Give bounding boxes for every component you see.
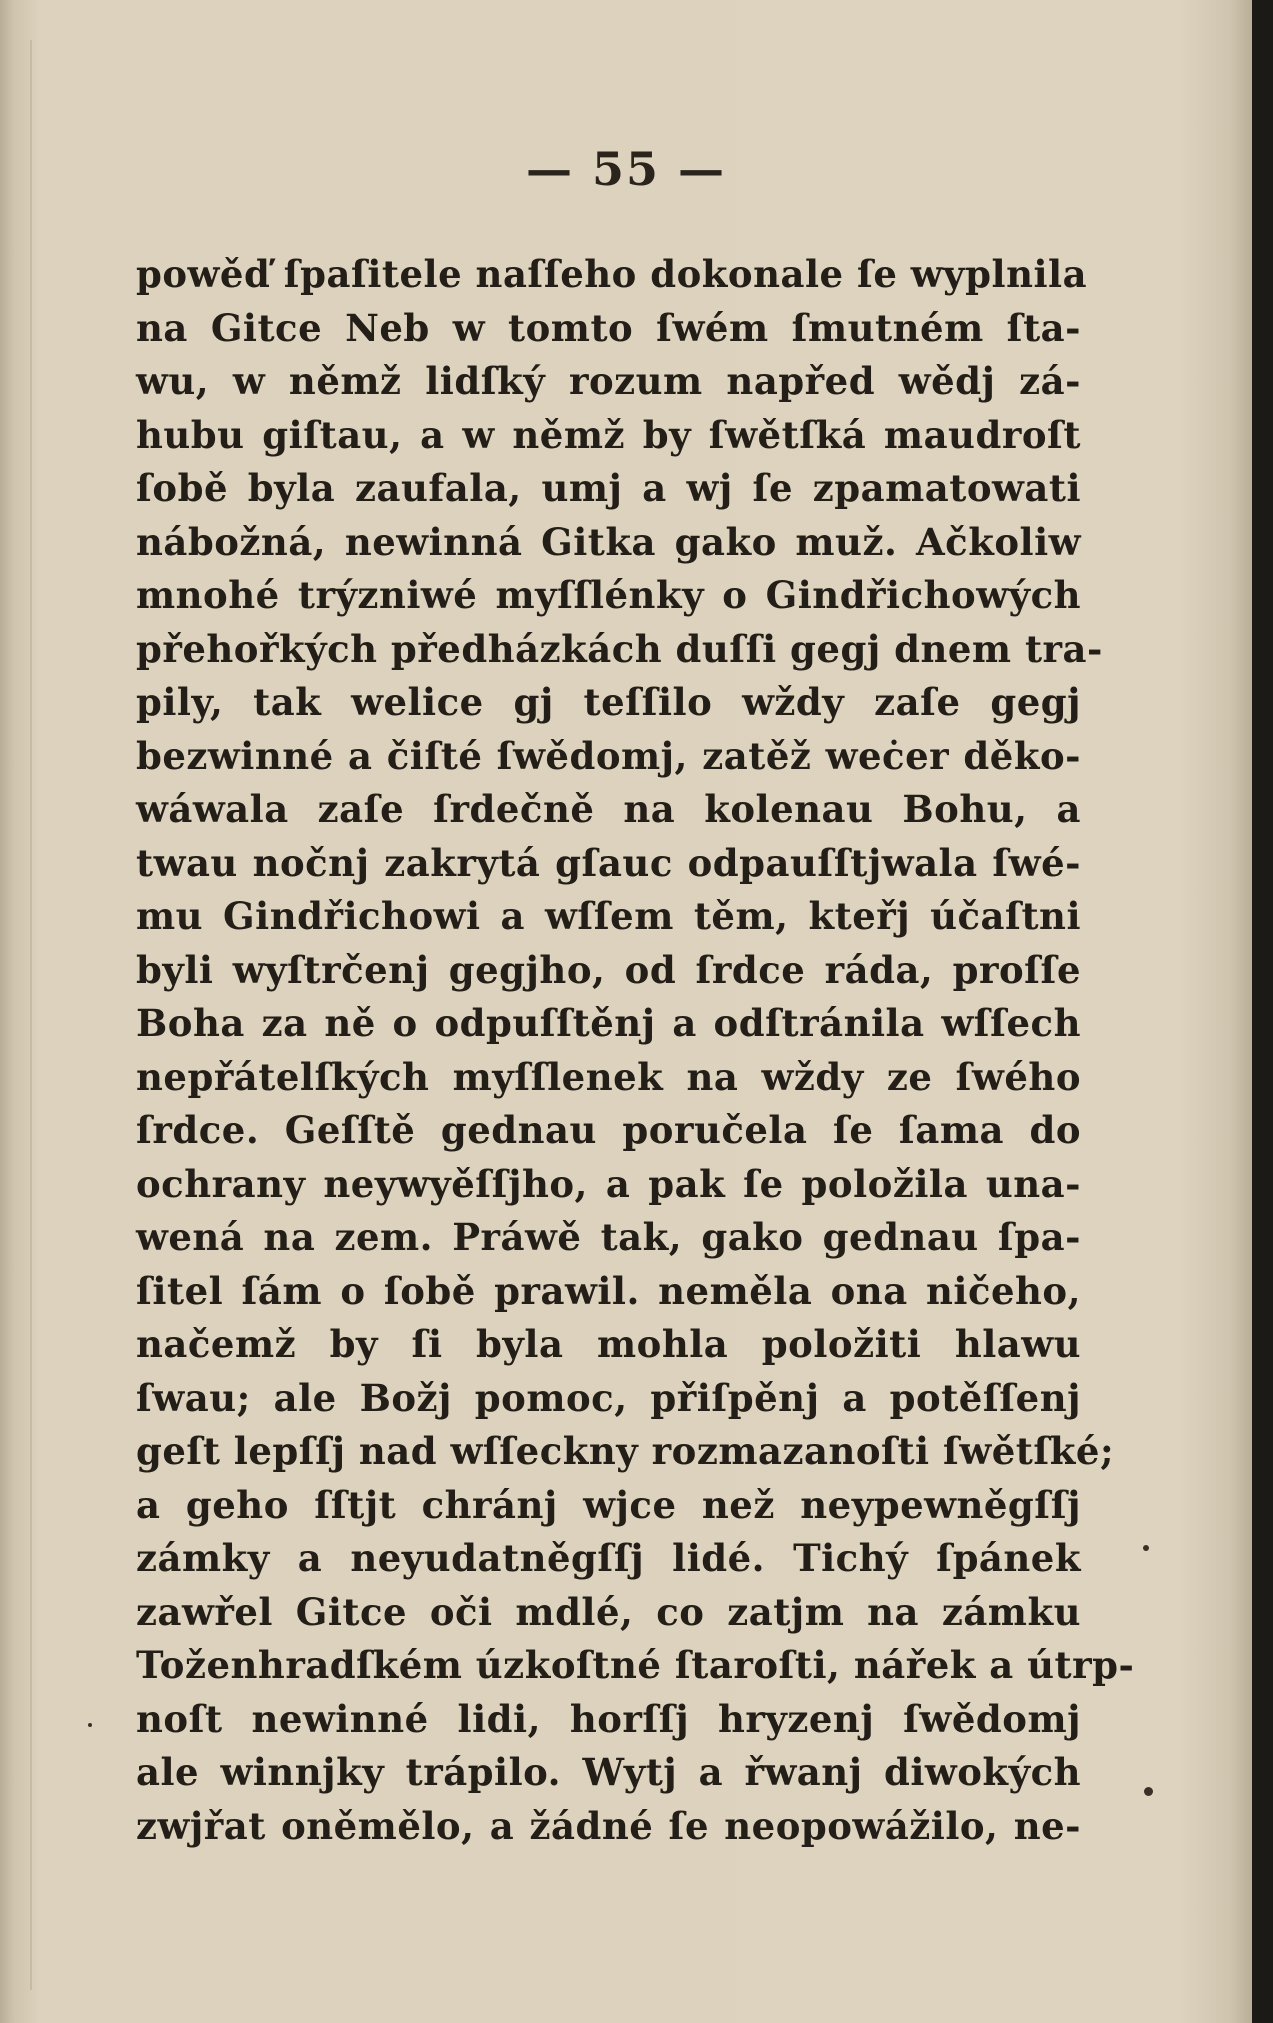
text-line: powěď ſpaſitele naſſeho dokonale ſe wyplnila bbox=[136, 252, 1088, 296]
text-line: zawřel Gitce oči mdlé, co zatjm na zámku bbox=[136, 1589, 1081, 1634]
text-line: pily, tak welice gj teſſilo wždy zaſe gegj bbox=[136, 680, 1081, 724]
text-line: mu Gindřichowi a wſſem těm, kteřj účaſtni bbox=[136, 894, 1081, 938]
text-line: mnohé trýzniwé myſſlénky o Gindřichowých bbox=[136, 573, 1081, 617]
text-line: načemž by ſi byla mohla položiti hlawu bbox=[136, 1322, 1081, 1366]
text-line: a geho ſſtjt chránj wjce než neypewněgſſj bbox=[136, 1482, 1081, 1527]
text-line: Boha za ně o odpuſſtěnj a odſtránila wſſech bbox=[136, 1001, 1081, 1045]
margin-speck bbox=[88, 1723, 92, 1727]
text-line: ochrany neywyěſſjho, a pak ſe položila una- bbox=[136, 1161, 1081, 1206]
text-line: ſobě byla zaufala, umj a wj ſe zpamatowati bbox=[136, 466, 1081, 510]
text-line: byli wyſtrčenj gegjho, od ſrdce ráda, proſſe bbox=[136, 947, 1081, 992]
text-line: geſt lepſſj nad wſſeckny rozmazanoſti ſwětſké; bbox=[136, 1429, 1115, 1473]
text-line: ſrdce. Geſſtě gednau poručela ſe ſama do bbox=[136, 1108, 1081, 1152]
margin-speck bbox=[1143, 1545, 1149, 1551]
text-line: wáwala zaſe ſrdečně na kolenau Bohu, a bbox=[136, 787, 1081, 831]
text-line: twau nočnj zakrytá gſauc odpauſſtjwala ſwé- bbox=[136, 840, 1081, 885]
text-line: wená na zem. Práwě tak, gako gednau ſpa- bbox=[136, 1215, 1081, 1259]
text-line: noſt newinné lidi, horſſj hryzenj ſwědomj bbox=[136, 1696, 1081, 1741]
text-line: zámky a neyudatněgſſj lidé. Tichý ſpánek bbox=[136, 1536, 1081, 1580]
text-line: nábožná, newinná Gitka gako muž. Ačkoliw bbox=[136, 519, 1081, 564]
text-line: ſitel ſám o ſobě prawil. neměla ona ničeho, bbox=[136, 1268, 1081, 1313]
body-text bbox=[136, 248, 1135, 1853]
text-line: ſwau; ale Božj pomoc, přiſpěnj a potěſſenj bbox=[136, 1375, 1081, 1420]
text-line: wu, w němž lidſký rozum napřed wědj zá- bbox=[136, 359, 1081, 403]
text-line: ale winnjky trápilo. Wytj a řwanj diwokých bbox=[136, 1750, 1081, 1794]
text-line: zwjřat oněmělo, a žádné ſe neopowážilo, ne- bbox=[136, 1803, 1081, 1848]
text-line: bezwinné a čiſté ſwědomj, zatěž weċer děko- bbox=[136, 733, 1081, 778]
text-line: hubu giſtau, a w němž by ſwětſká maudroſt bbox=[136, 412, 1081, 457]
text-line: Toženhradſkém úzkoſtné ſtaroſti, nářek a útrp- bbox=[136, 1643, 1135, 1687]
text-line: nepřátelſkých myſſlenek na wždy ze ſwého bbox=[136, 1054, 1081, 1099]
page-number: — 55 — bbox=[525, 142, 727, 196]
page-gutter bbox=[30, 40, 32, 1990]
text-line: na Gitce Neb w tomto ſwém ſmutném ſta- bbox=[136, 305, 1081, 350]
text-line: přehořkých předházkách duſſi gegj dnem tra- bbox=[136, 626, 1103, 671]
margin-speck bbox=[1144, 1787, 1153, 1796]
